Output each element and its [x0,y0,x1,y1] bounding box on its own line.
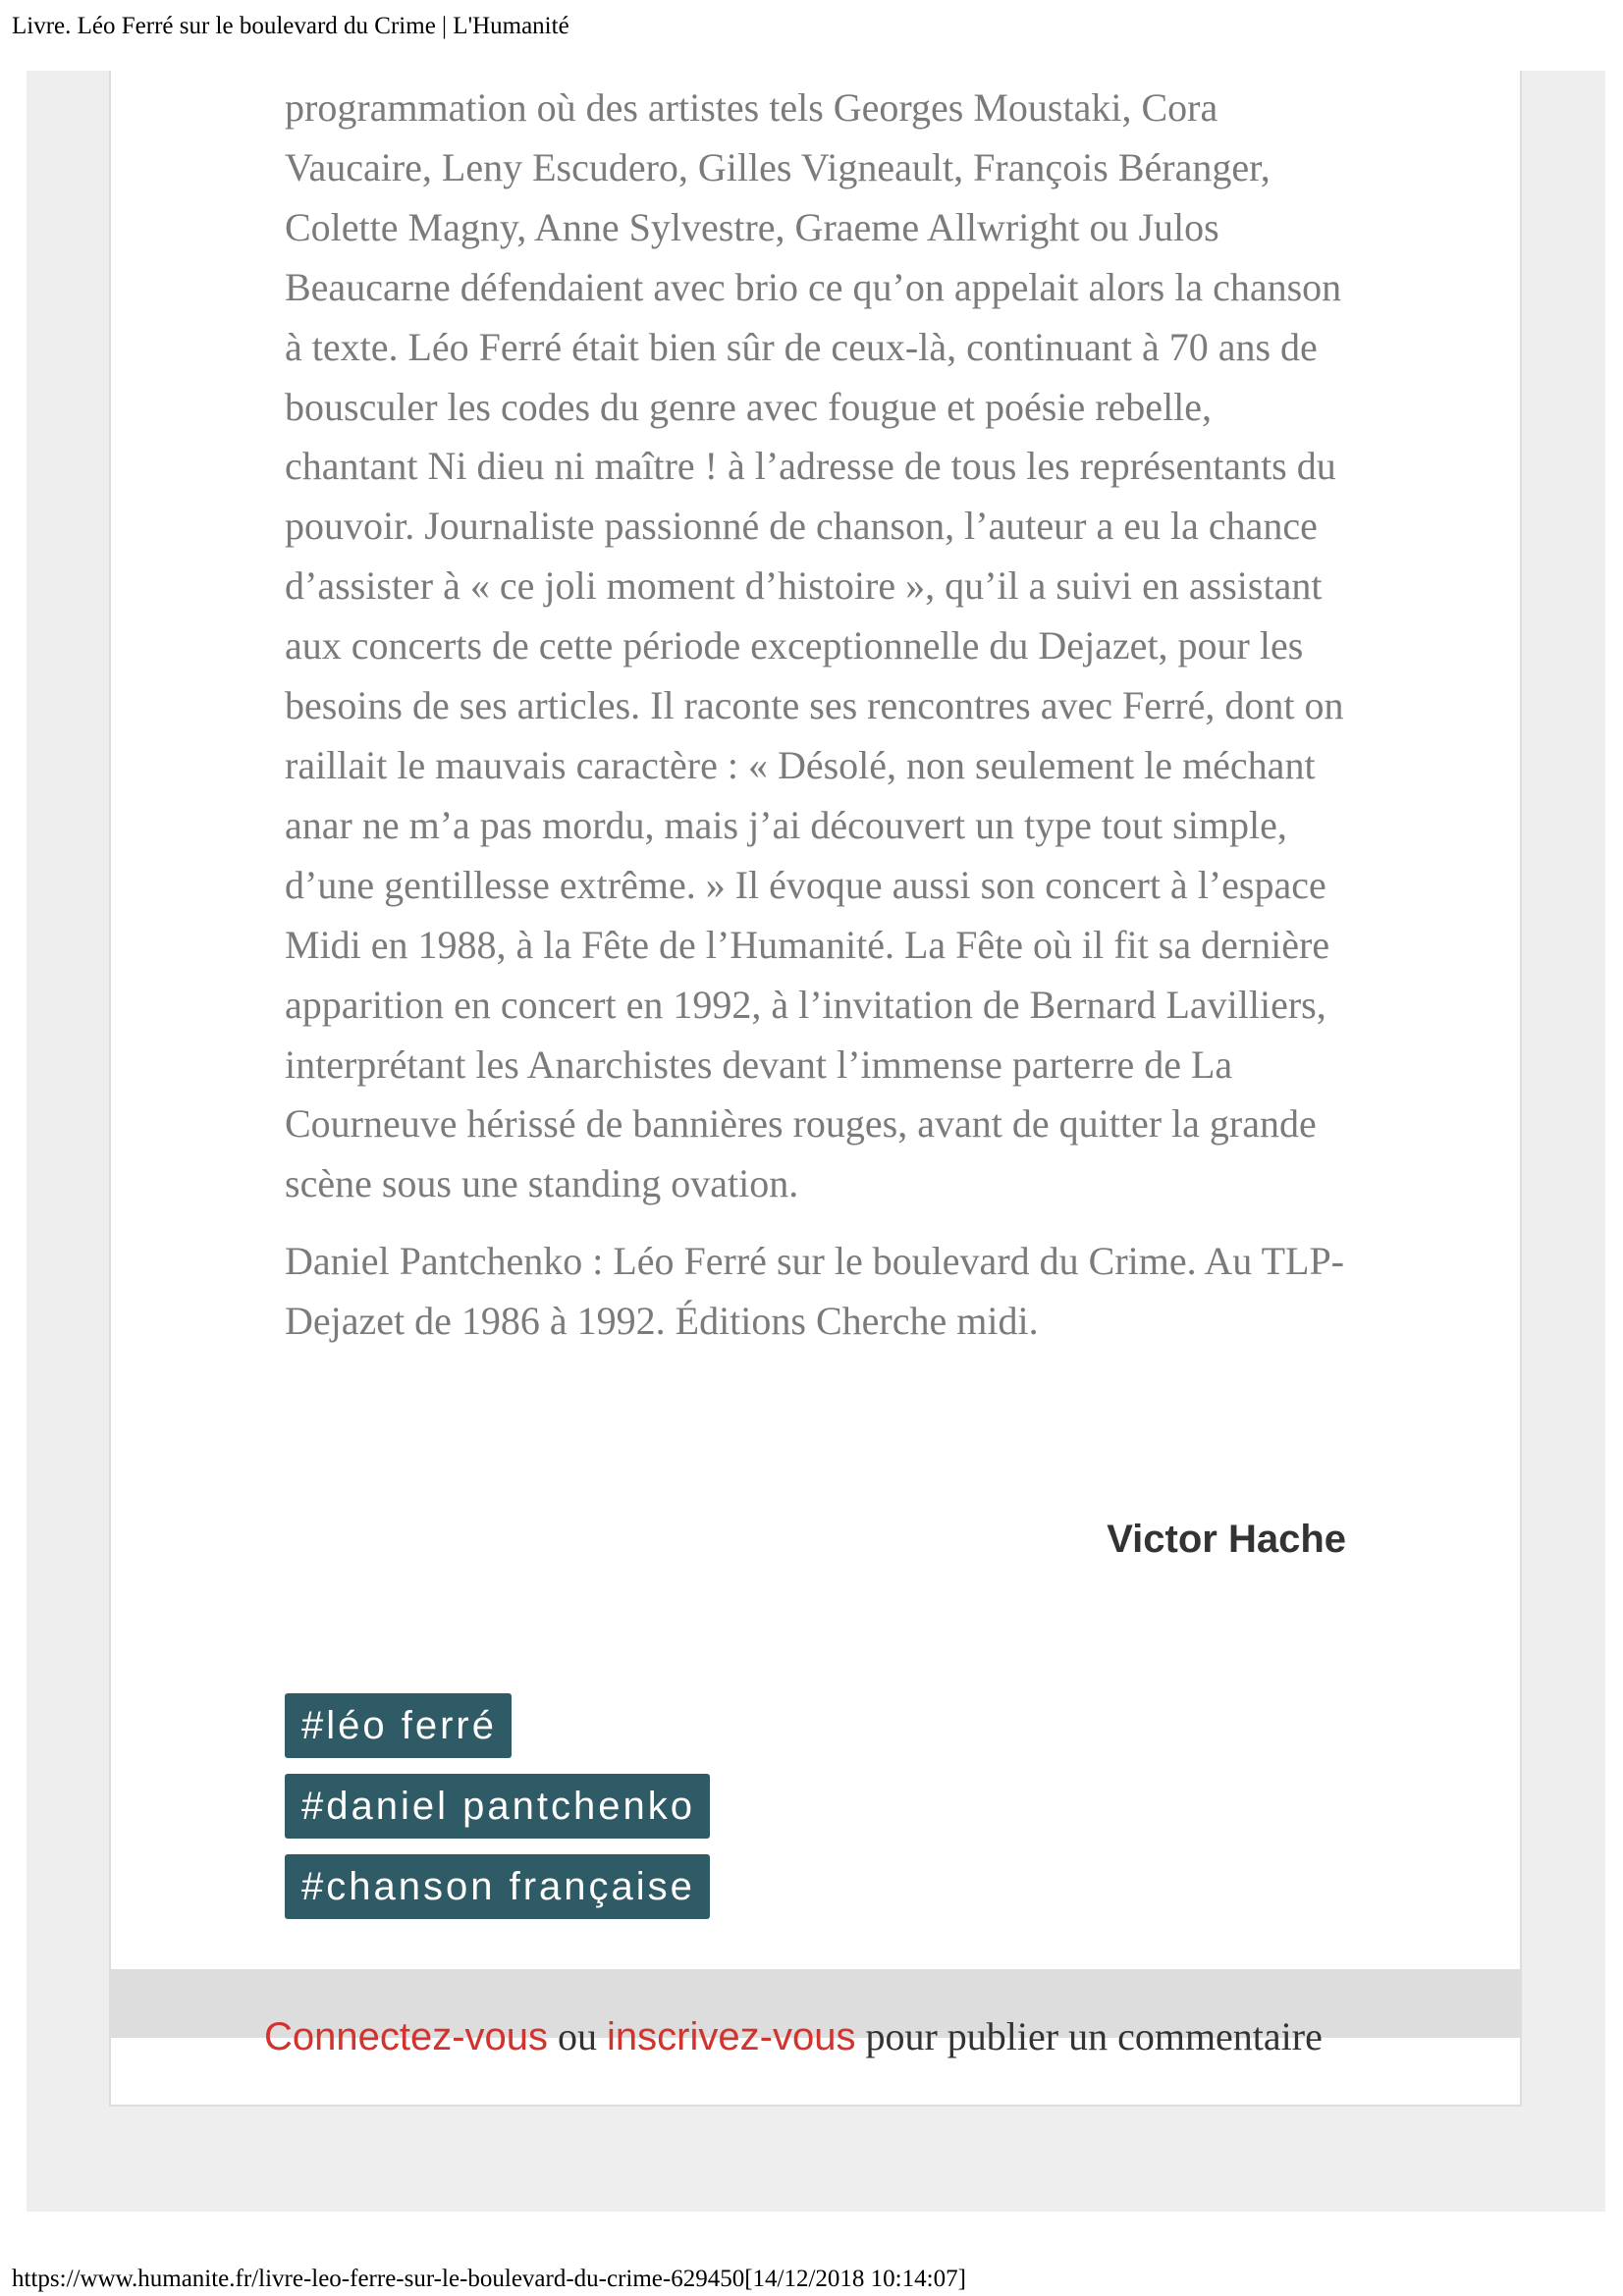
article-body-line: Beaucarne défendaient avec brio ce qu’on appelait alors la chanson [285,264,1342,309]
article-body-line: chantant Ni dieu ni maître ! à l’adresse de tous les représentants du [285,444,1336,489]
login-link[interactable]: Connectez-vous [264,2015,549,2058]
book-credit [285,1232,1463,1352]
article-body-line: Vaucaire, Leny Escudero, Gilles Vigneault, François Béranger, [285,144,1271,189]
article-body-line: besoins de ses articles. Il raconte ses rencontres avec Ferré, dont on [285,683,1344,728]
comment-login-prompt [264,2014,1323,2059]
article-body-line: Midi en 1988, à la Fête de l’Humanité. La Fête où il fit sa dernière [285,922,1330,967]
article-body-line: Courneuve hérissé de bannières rouges, avant de quitter la grande [285,1101,1317,1147]
article-author: Victor Hache [1107,1518,1346,1561]
article-body-line: anar ne m’a pas mordu, mais j’ai découvert un type tout simple, [285,802,1287,847]
or-text: ou [558,2014,598,2058]
tag-daniel-pantchenko[interactable]: #daniel pantchenko [285,1774,710,1839]
article-body-line: d’assister à « ce joli moment d’histoire », qu’il a suivi en assistant [285,563,1323,609]
tag-chanson-francaise[interactable]: #chanson française [285,1854,710,1919]
book-credit-line: Dejazet de 1986 à 1992. Éditions Cherche midi. [285,1299,1039,1344]
article-body-line: programmation où des artistes tels Georges Moustaki, Cora [285,85,1218,130]
article-body-line: raillait le mauvais caractère : « Désolé, non seulement le méchant [285,742,1316,787]
article-body [285,79,1463,1352]
tag-list [285,1693,710,1919]
article-body-line: pouvoir. Journaliste passionné de chanson, l’auteur a eu la chance [285,504,1318,549]
article-body-line: Colette Magny, Anne Sylvestre, Graeme Allwright ou Julos [285,204,1219,249]
article-body-line: scène sous une standing ovation. [285,1161,799,1206]
register-link[interactable]: inscrivez-vous [607,2015,856,2058]
book-credit-line: Daniel Pantchenko : Léo Ferré sur le boulevard du Crime. Au TLP- [285,1239,1345,1284]
comment-prompt-text: pour publier un commentaire [865,2014,1323,2058]
print-footer-url: https://www.humanite.fr/livre-leo-ferre-sur-le-boulevard-du-crime-629450[14/12/2018 10:14:07] [12,2266,966,2292]
article-body-line: bousculer les codes du genre avec fougue et poésie rebelle, [285,384,1213,429]
article-body-line: apparition en concert en 1992, à l’invitation de Bernard Lavilliers, [285,982,1326,1027]
tag-leo-ferre[interactable]: #léo ferré [285,1693,512,1758]
article-card [109,71,1522,2107]
article-body-line: aux concerts de cette période exceptionnelle du Dejazet, pour les [285,623,1304,668]
article-paragraph [285,79,1463,1214]
article-body-line: à texte. Léo Ferré était bien sûr de ceux-là, continuant à 70 ans de [285,324,1318,369]
article-body-line: d’une gentillesse extrême. » Il évoque aussi son concert à l’espace [285,862,1326,907]
article-body-line: interprétant les Anarchistes devant l’immense parterre de La [285,1041,1233,1087]
print-header-title: Livre. Léo Ferré sur le boulevard du Crime | L'Humanité [12,13,569,39]
